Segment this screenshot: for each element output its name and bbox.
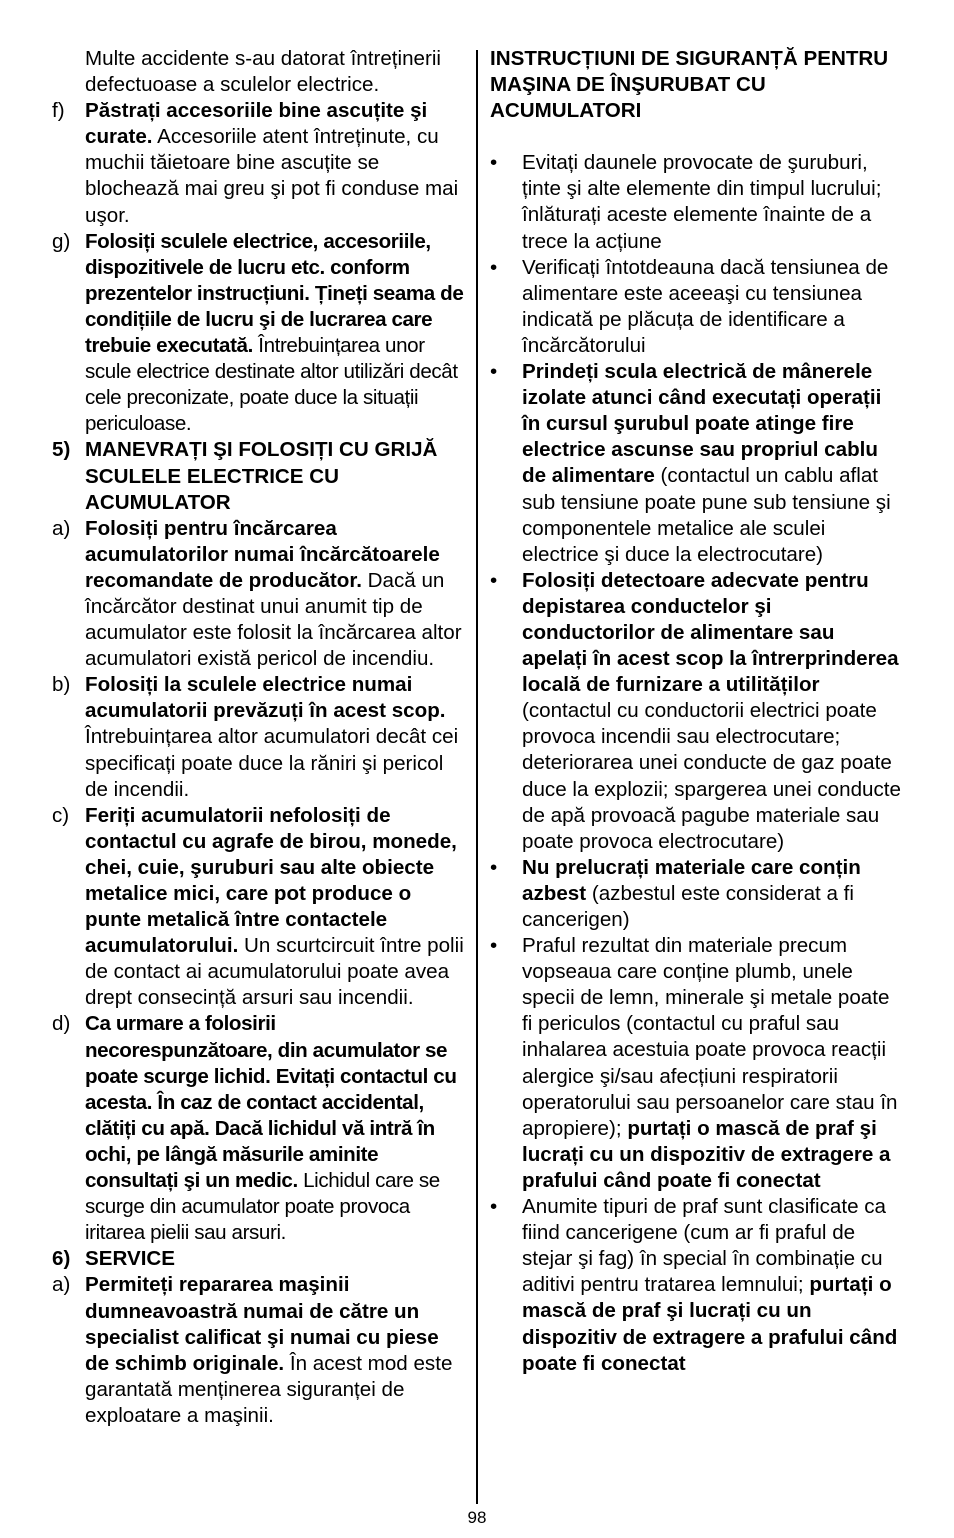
bullet-icon: • (490, 255, 498, 279)
bullet-7-text: Anumite tipuri de praf sunt clasificate ca fiind cancerigene (cum ar fi praful de stejar şi fag) în special în combinație cu aditivi pentru tratarea lemnului; (522, 1195, 887, 1297)
bullet-icon: • (490, 1195, 498, 1219)
section-5-heading (52, 437, 466, 515)
bullet-4-bold: Folosiți detectoare adecvate pentru depistarea conductelor şi conductorilor de alimentare sau apelați în acest scop la întrerprinderea locală de furnizare a utilităților (522, 568, 899, 697)
bullet-2-text: Verificați întotdeauna dacă tensiunea de alimentare este aceeaşi cu tensiunea indicată pe plăcuța de identificare a încărcătorului (522, 255, 889, 357)
item-f-marker: f) (52, 99, 65, 123)
item-c-bold: Feriți acumulatorii nefolosiți de contactul cu agrafe de birou, monede, chei, cuie, şuruburi sau alte obiecte metalice mici, care pot produce o punte metalică între contactele acumulatorului. (85, 803, 457, 958)
item-service-a-bold: Permiteți repararea maşinii dumneavoastră numai de către un specialist calificat şi numai cu piese de schimb originale. (85, 1273, 439, 1375)
bullet-item (490, 255, 902, 359)
column-divider (476, 50, 478, 1504)
safety-heading: INSTRUCȚIUNI DE SIGURANȚĂ PENTRU MAŞINA DE ÎNŞURUBAT CU ACUMULATORI (490, 47, 889, 123)
bullet-item (490, 855, 902, 933)
item-g-text: Întrebuințarea unor scule electrice destinate altor utilizări decât cele preconizate, poate duce la situații periculoase. (85, 334, 458, 436)
item-f-bold: Păstrați accesoriile bine ascuțite şi curate. (85, 99, 428, 149)
bullet-5-bold: Nu prelucrați materiale care conțin azbest (522, 855, 861, 905)
intro-paragraph (52, 46, 466, 98)
item-a-text: Dacă un încărcător destinat unui anumit tip de acumulator este folosit la încărcarea altor acumulatori există pericol de incendiu. (85, 568, 462, 671)
item-a (52, 516, 466, 673)
item-g-marker: g) (52, 229, 71, 253)
item-service-a-marker: a) (52, 1273, 71, 1297)
bullet-item (490, 1194, 902, 1377)
right-column (490, 46, 902, 1377)
section-6-heading (52, 1246, 466, 1272)
intro-text: Multe accidente s-au datorat întreținerii defectuoase a sculelor electrice. (85, 47, 441, 97)
item-d-bold: Ca urmare a folosirii necorespunzătoare, din acumulator se poate scurge lichid. Evitați contactul cu acesta. În caz de contact accidental, clătiți cu apă. Dacă lichidul vă intră în ochi, pe lângă măsurile aminite consultați şi un medic. (85, 1012, 457, 1193)
bullet-5-text: (azbestul este considerat a fi cancerigen) (522, 881, 854, 931)
item-b-text: Întrebuințarea altor acumulatori decât cei specificați poate duce la răniri şi pericol de incendii. (85, 725, 459, 801)
bullet-item (490, 150, 902, 254)
item-c (52, 803, 466, 1012)
item-a-marker: a) (52, 516, 71, 540)
left-column (52, 46, 466, 1429)
bullet-item (490, 359, 902, 568)
bullet-item (490, 933, 902, 1194)
bullet-3-text: (contactul un cablu aflat sub tensiune poate pune sub tensiune şi componentele metalice ale sculei electrice şi duce la electrocutare) (522, 464, 891, 566)
item-b-marker: b) (52, 673, 71, 697)
bullet-1-text: Evitați daunele provocate de şuruburi, ținte şi alte elemente din timpul lucrului; înlăturați aceste elemente înainte de a trece la acțiune (522, 151, 882, 253)
bullet-4-text: (contactul cu conductorii electrici poate provoca incendii sau electrocutare; deteriorarea unei conducte de gaz poate duce la explozii; spargerea unei conducte de apă provoacă pagube materiale sau poate provoca electrocutare) (522, 699, 901, 853)
section-6-number: 6) (52, 1247, 71, 1271)
item-d (52, 1011, 466, 1246)
bullet-item (490, 568, 902, 855)
bullet-3-bold: Prindeți scula electrică de mânerele izolate atunci când executați operații în cursul şurubul poate atinge fire electrice ascunse sau propriul cablu de alimentare (522, 360, 882, 488)
item-d-text: Lichidul care se scurge din acumulator poate provoca iritarea pielii sau arsuri. (85, 1169, 440, 1245)
bullet-7-bold: purtați o mască de praf şi lucrați cu un dispozitiv de extragere a prafului când poate fi conectat (522, 1273, 898, 1375)
bullet-icon: • (490, 855, 498, 879)
item-f (52, 98, 466, 228)
item-f-text: Accesoriile atent întreținute, cu muchii tăietoare bine ascuțite se blochează mai greu şi pot fi conduse mai uşor. (85, 125, 459, 227)
section-6-title: SERVICE (85, 1247, 176, 1271)
item-service-a (52, 1272, 466, 1429)
bullet-icon: • (490, 934, 498, 958)
item-g (52, 229, 466, 438)
bullet-6-bold: purtați o mască de praf şi lucrați cu un dispozitiv de extragere a prafului când poate fi conectat (522, 1116, 891, 1192)
bullet-icon: • (490, 360, 498, 384)
page-number: 98 (467, 1508, 487, 1527)
item-a-bold: Folosiți pentru încărcarea acumulatorilor numai încărcătoarele recomandate de producător. (85, 516, 440, 592)
section-5-title: MANEVRAȚI ŞI FOLOSIȚI CU GRIJĂ SCULELE ELECTRICE CU ACUMULATOR (85, 438, 438, 514)
bullet-6-text: Praful rezultat din materiale precum vopseaua care conține plumb, unele specii de lemn, minerale şi metale poate fi periculos (contactul cu praful sau inhalarea acestuia poate provoca reacții alergice şi/sau afecțiuni respiratorii operatorului sau persoanelor care stau în apropiere); (522, 934, 898, 1140)
section-5-number: 5) (52, 438, 71, 462)
heading-gap (490, 124, 902, 150)
item-g-bold: Folosiți sculele electrice, accesoriile, dispozitivele de lucru etc. conform prezentelor instrucțiuni. Țineți seama de condițiile de lucru şi de lucrarea care trebuie executată. (85, 229, 464, 358)
item-c-marker: c) (52, 803, 70, 827)
item-service-a-text: În acest mod este garantată menținerea siguranței de exploatare a maşinii. (85, 1351, 453, 1427)
item-b (52, 672, 466, 802)
item-d-marker: d) (52, 1012, 71, 1036)
item-b-bold: Folosiți la sculele electrice numai acumulatorii prevăzuți în acest scop. (85, 673, 446, 723)
bullet-icon: • (490, 568, 498, 592)
bullet-icon: • (490, 151, 498, 175)
item-c-text: Un scurtcircuit între polii de contact ai acumulatorului poate avea drept consecință arsuri sau incendii. (85, 934, 464, 1010)
